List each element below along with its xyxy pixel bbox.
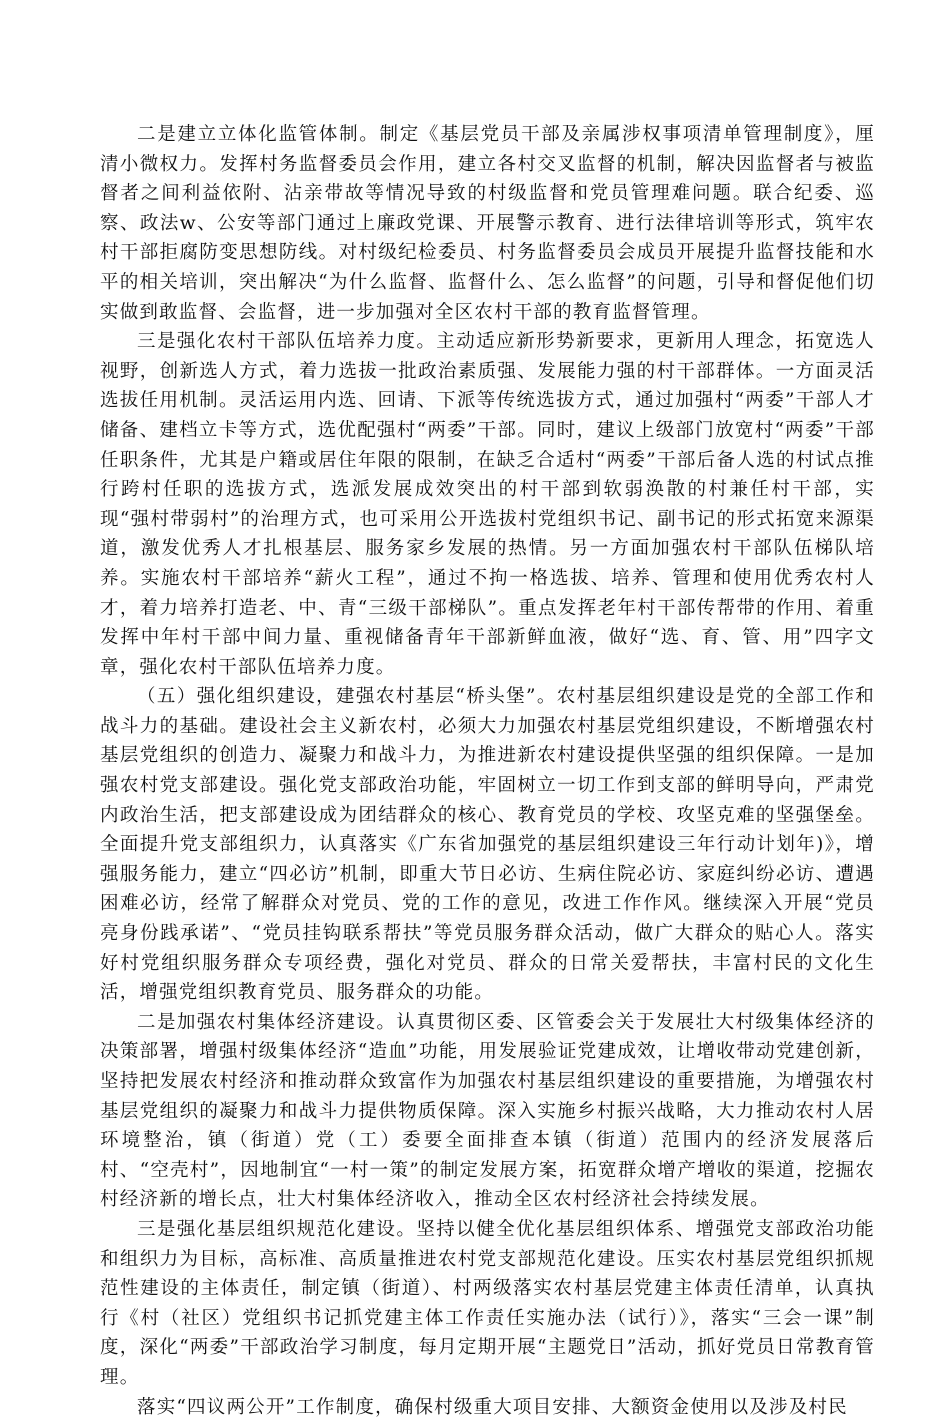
document-body: [100, 120, 875, 1422]
paragraph-organization-building: （五）强化组织建设，建强农村基层“桥头堡”。农村基层组织建设是党的全部工作和战斗力的基础。建设社会主义新农村，必须大力加强农村基层党组织建设，不断增强农村基层党组织的创造力、凝聚力和战斗力，为推进新农村建设提供坚强的组织保障。一是加强农村党支部建设。强化党支部政治功能，牢固树立一切工作到支部的鲜明导向，严肃党内政治生活，把支部建设成为团结群众的核心、教育党员的学校、攻坚克难的坚强堡垒。全面提升党支部组织力，认真落实《广东省加强党的基层组织建设三年行动计划年)》，增强服务能力，建立“四必访”机制，即重大节日必访、生病住院必访、家庭纠纷必访、遭遇困难必访，经常了解群众对党员、党的工作的意见，改进工作作风。继续深入开展“党员亮身份践承诺”、“党员挂钩联系帮扶”等党员服务群众活动，做广大群众的贴心人。落实好村党组织服务群众专项经费，强化对党员、群众的日常关爱帮扶，丰富村民的文化生活，增强党组织教育党员、服务群众的功能。: [100, 686, 875, 1004]
paragraph-standardization: 三是强化基层组织规范化建设。坚持以健全优化基层组织体系、增强党支部政治功能和组织力为目标，高标准、高质量推进农村党支部规范化建设。压实农村基层党组织抓规范性建设的主体责任，制定镇（街道）、村两级落实农村基层党建主体责任清单，认真执行《村（社区）党组织书记抓党建主体工作责任实施办法（试行）》，落实“三会一课”制度，深化“两委”干部政治学习制度，每月定期开展“主题党日”活动，抓好党员日常教育管理。: [100, 1218, 875, 1388]
paragraph-supervision-system: 二是建立立体化监管体制。制定《基层党员干部及亲属涉权事项清单管理制度》，厘清小微权力。发挥村务监督委员会作用，建立各村交叉监督的机制，解决因监督者与被监督者之间利益依附、沾亲带故等情况导致的村级监督和党员管理难问题。联合纪委、巡察、政法w、公安等部门通过上廉政党课、开展警示教育、进行法律培训等形式，筑牢农村干部拒腐防变思想防线。对村级纪检委员、村务监督委员会成员开展提升监督技能和水平的相关培训，突出解决“为什么监督、监督什么、怎么监督”的问题，引导和督促他们切实做到敢监督、会监督，进一步加强对全区农村干部的教育监督管理。: [100, 124, 875, 323]
paragraph-cadre-training: 三是强化农村干部队伍培养力度。主动适应新形势新要求，更新用人理念，拓宽选人视野，创新选人方式，着力选拔一批政治素质强、发展能力强的村干部群体。一方面灵活选拔任用机制。灵活运用内选、回请、下派等传统选拔方式，通过加强村“两委”干部人才储备、建档立卡等方式，选优配强村“两委”干部。同时，建议上级部门放宽村“两委”干部任职条件，尤其是户籍或居住年限的限制，在缺乏合适村“两委”干部后备人选的村试点推行跨村任职的选拔方式，选派发展成效突出的村干部到软弱涣散的村兼任村干部，实现“强村带弱村”的治理方式，也可采用公开选拔村党组织书记、副书记的形式拓宽来源渠道，激发优秀人才扎根基层、服务家乡发展的热情。另一方面加强农村干部队伍梯队培养。实施农村干部培养“薪火工程”，通过不拘一格选拔、培养、管理和使用优秀农村人才，着力培养打造老、中、青“三级干部梯队”。重点发挥老年村干部传帮带的作用、着重发挥中年村干部中间力量、重视储备青年干部新鲜血液，做好“选、育、管、用”四字文章，强化农村干部队伍培养力度。: [100, 331, 875, 678]
paragraph-four-discussions: 落实“四议两公开”工作制度，确保村级重大项目安排、大额资金使用以及涉及村民: [137, 1396, 848, 1418]
paragraph-collective-economy: 二是加强农村集体经济建设。认真贯彻区委、区管委会关于发展壮大村级集体经济的决策部署，增强村级集体经济“造血”功能，用发展验证党建成效，让增收带动党建创新，坚持把发展农村经济和推动群众致富作为加强农村基层组织建设的重要措施，为增强农村基层党组织的凝聚力和战斗力提供物质保障。深入实施乡村振兴战略，大力推动农村人居环境整治，镇（街道）党（工）委要全面排查本镇（街道）范围内的经济发展落后村、“空壳村”，因地制宜“一村一策”的制定发展方案，拓宽群众增产增收的渠道，挖掘农村经济新的增长点，壮大村集体经济收入，推动全区农村经济社会持续发展。: [100, 1011, 875, 1211]
